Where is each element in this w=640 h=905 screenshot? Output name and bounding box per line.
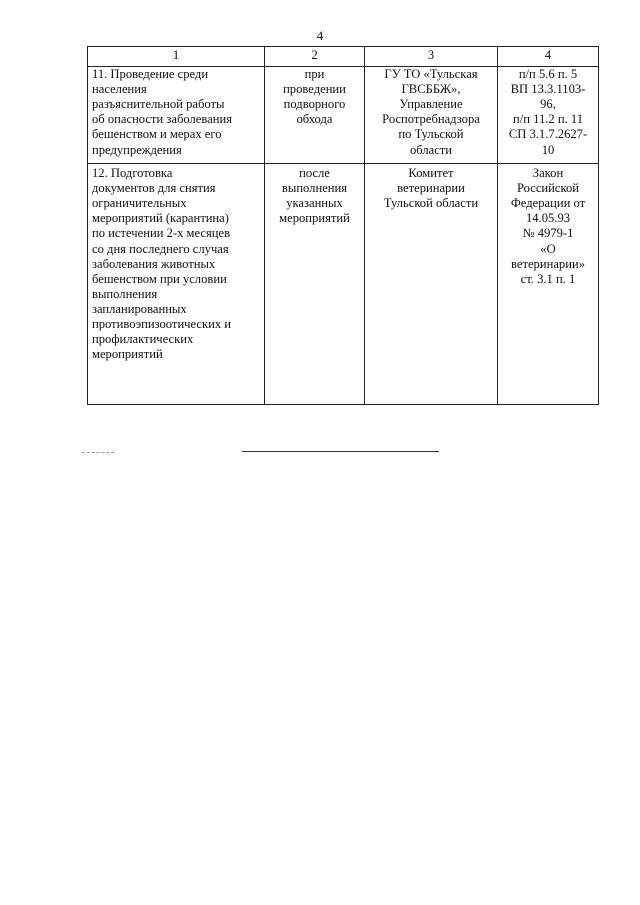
table-header-row	[88, 47, 599, 67]
table-row	[88, 67, 599, 164]
column-header-1: 1	[88, 47, 265, 67]
measure-cell	[88, 67, 265, 164]
basis-text: Закон Российской Федерации от 14.05.93 № 4979-1 «О ветеринарии» ст. 3.1 п. 1	[510, 166, 586, 286]
table-row	[88, 164, 599, 405]
closing-separator-line	[242, 451, 439, 452]
responsible-cell	[365, 164, 498, 405]
basis-cell	[498, 164, 599, 405]
timing-text: после выполнения указанных мероприятий	[279, 166, 350, 226]
scan-artifact	[82, 452, 114, 453]
responsible-cell	[365, 67, 498, 164]
responsible-text: Комитет ветеринарии Тульской области	[383, 166, 479, 211]
column-header-4: 4	[498, 47, 599, 67]
column-header-3: 3	[365, 47, 498, 67]
timing-cell	[265, 67, 365, 164]
measure-text: 11. Проведение среди населения разъяснительной работы об опасности заболевания бешенством и мерах его предупреждения	[92, 67, 233, 157]
measure-cell	[88, 164, 265, 405]
timing-text: при проведении подворного обхода	[283, 67, 346, 127]
column-header-2: 2	[265, 47, 365, 67]
timing-cell	[265, 164, 365, 405]
responsible-text: ГУ ТО «Тульская ГВСББЖ», Управление Роспотребнадзора по Тульской области	[382, 67, 480, 157]
measures-table	[87, 46, 599, 405]
basis-text: п/п 5.6 п. 5 ВП 13.3.1103- 96, п/п 11.2 п. 11 СП 3.1.7.2627- 10	[508, 67, 588, 157]
measure-text: 12. Подготовка документов для снятия ограничительных мероприятий (карантина) по истечении 2-х месяцев со дня последнего случая заболевания животных бешенством при условии выполнения запланированных противоэпизоотических и профилактических мероприятий	[92, 166, 232, 362]
basis-cell	[498, 67, 599, 164]
page-number: 4	[316, 28, 324, 43]
